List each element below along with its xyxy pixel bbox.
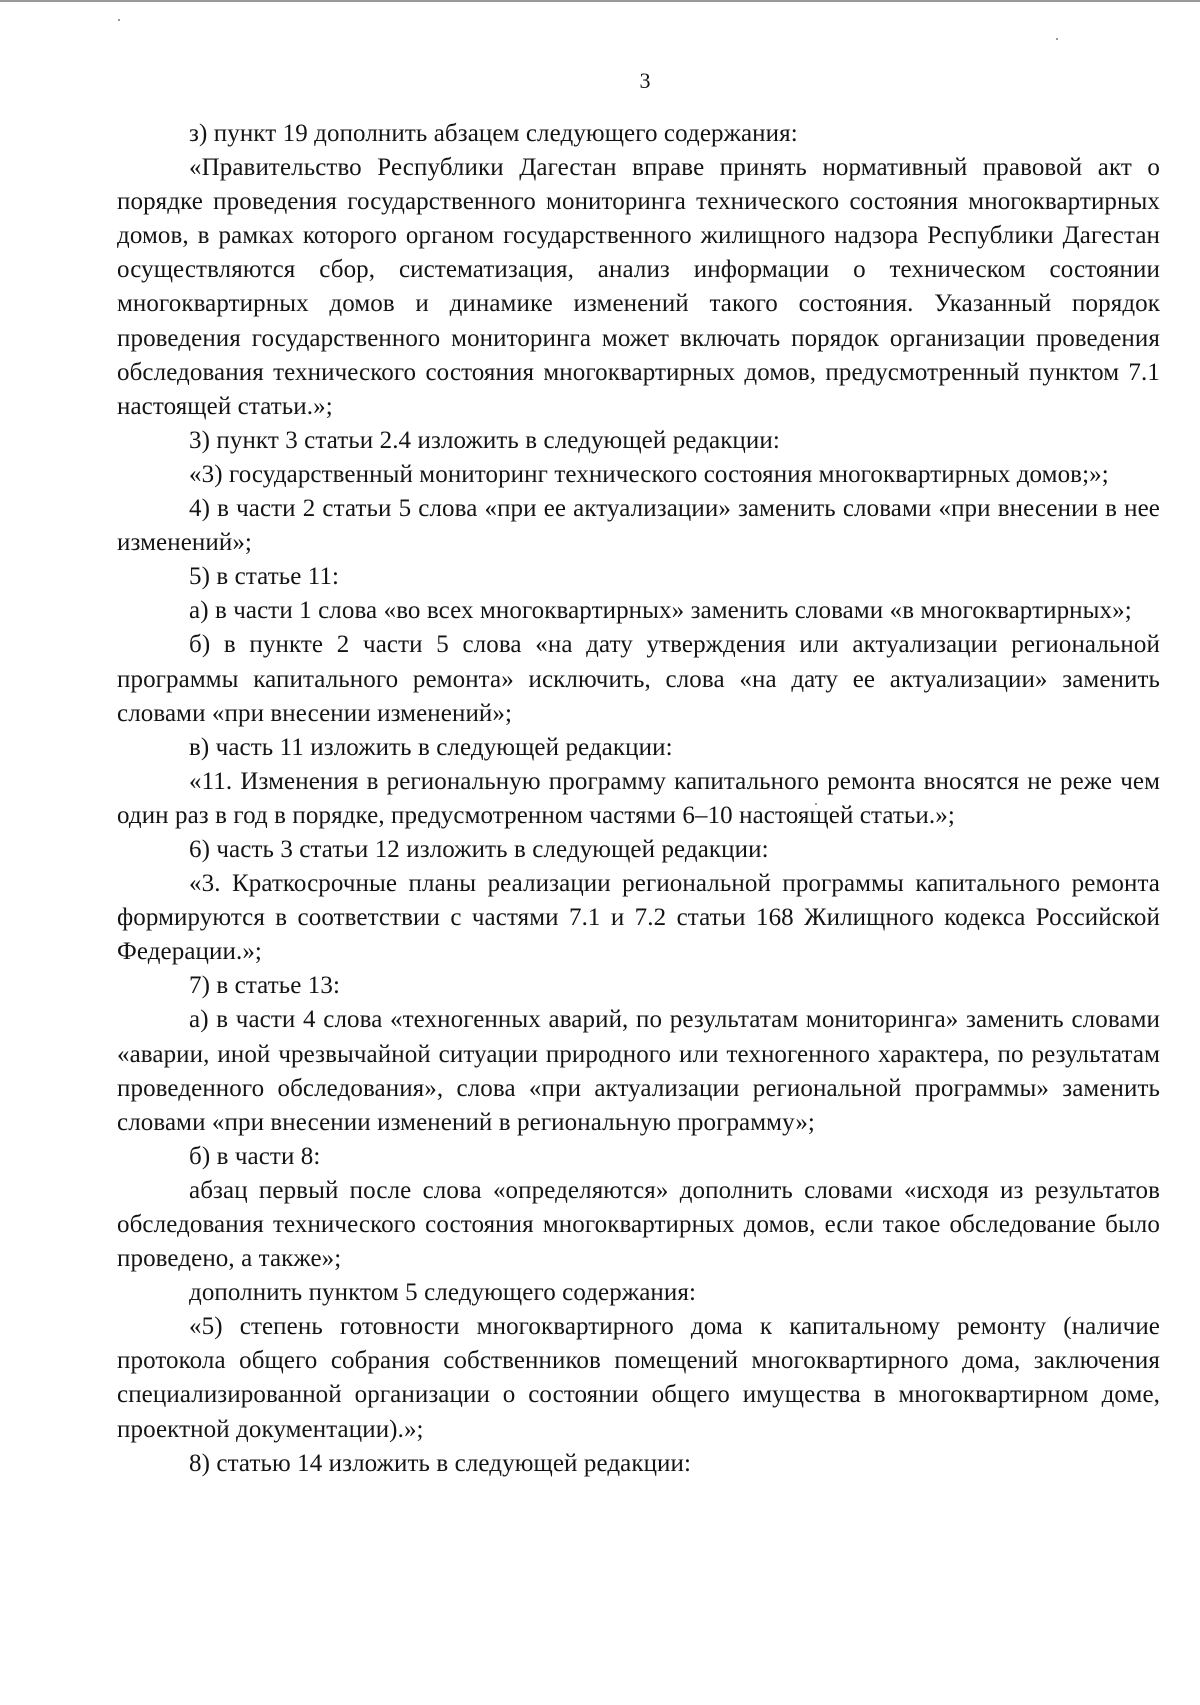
paragraph: «3) государственный мониторинг технического состояния многоквартирных домов;»; (189, 460, 1109, 488)
paragraph: «5) степень готовности многоквартирного дома к капитальному ремонту (наличие протокола общего собрания собственников помещений многоквартирного дома, заключения специализированной организации о состоянии общего имущества в многоквартирном доме, проектной документации).»; (117, 1313, 1160, 1443)
paragraph: 3) пункт 3 статьи 2.4 изложить в следующей редакции: (189, 426, 780, 454)
scan-top-edge (0, 0, 1200, 2)
page-number: 3 (639, 68, 651, 93)
paragraph: «3. Краткосрочные планы реализации региональной программы капитального ремонта формируются в соответствии с частями 7.1 и 7.2 статьи 168 Жилищного кодекса Российской Федерации.»; (117, 870, 1160, 966)
paragraph: 4) в части 2 статьи 5 слова «при ее актуализации» заменить словами «при внесении в нее изменений»; (117, 495, 1160, 557)
paragraph: б) в пункте 2 части 5 слова «на дату утверждения или актуализации региональной программы капитального ремонта» исключить, слова «на дату ее актуализации» заменить словами «при внесении изменений»; (117, 631, 1160, 727)
paragraph: в) часть 11 изложить в следующей редакции: (189, 733, 673, 761)
scan-speck (1056, 38, 1058, 40)
paragraph: 6) часть 3 статьи 12 изложить в следующей редакции: (189, 835, 769, 863)
document-body (117, 117, 1160, 1481)
paragraph: 8) статью 14 изложить в следующей редакции: (189, 1449, 692, 1477)
paragraph: з) пункт 19 дополнить абзацем следующего содержания: (189, 120, 798, 147)
paragraph: 5) в статье 11: (189, 563, 340, 591)
scan-speck (118, 19, 120, 21)
paragraph: «11. Изменения в региональную программу капитального ремонта вносятся не реже чем один раз в год в порядке, предусмотренном частями 6–10 настоящей статьи.»; (117, 767, 1160, 829)
paragraph: дополнить пунктом 5 следующего содержания: (189, 1279, 697, 1307)
paragraph: абзац первый после слова «определяются» дополнить словами «исходя из результатов обследования технического состояния многоквартирных домов, если такое обследование было проведено, а также»; (117, 1176, 1160, 1273)
paragraph: б) в части 8: (189, 1142, 321, 1170)
paragraph: а) в части 4 слова «техногенных аварий, по результатам мониторинга» заменить словами «аварии, иной чрезвычайной ситуации природного или техногенного характера, по результатам проведенного обследования», слова «при актуализации региональной программы» заменить словами «при внесении изменений в региональную программу»; (117, 1006, 1160, 1136)
paragraph: «Правительство Республики Дагестан вправе принять нормативный правовой акт о порядке проведения государственного мониторинга технического состояния многоквартирных домов, в рамках которого органом государственного жилищного надзора Республики Дагестан осуществляются сбор, систематизация, анализ информации о техническом состоянии многоквартирных домов и динамике изменений такого состояния. Указанный порядок проведения государственного мониторинга может включать порядок организации проведения обследования технического состояния многоквартирных домов, предусмотренный пунктом 7.1 настоящей статьи.»; (117, 154, 1160, 420)
paragraph: а) в части 1 слова «во всех многоквартирных» заменить словами «в многоквартирных»; (189, 597, 1132, 625)
paragraph: 7) в статье 13: (189, 972, 341, 1000)
